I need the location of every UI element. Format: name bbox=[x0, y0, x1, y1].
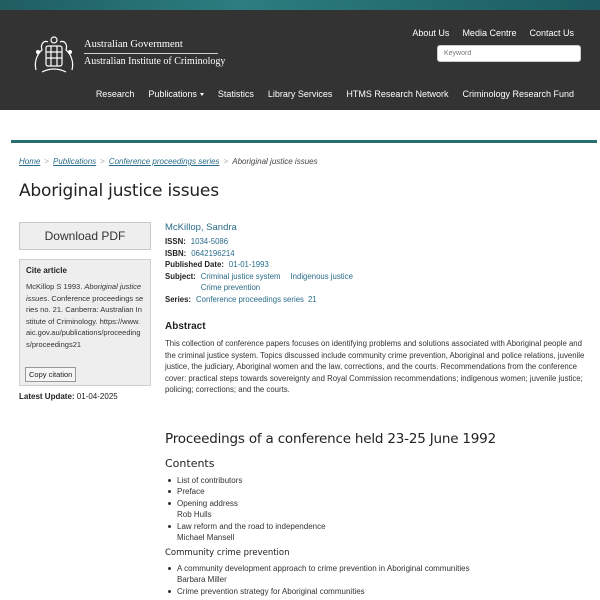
subject-link[interactable]: Criminal justice system bbox=[200, 271, 281, 281]
meta-isbn bbox=[165, 248, 376, 260]
coat-of-arms-icon bbox=[28, 32, 80, 78]
meta-label: Subject: bbox=[165, 271, 196, 281]
list-item bbox=[177, 486, 326, 497]
bullet-icon bbox=[168, 567, 171, 570]
nav-item-criminology-research-fund[interactable]: Criminology Research Fund bbox=[462, 89, 574, 99]
citation-title: Aboriginal justice issues bbox=[26, 282, 142, 303]
abstract-text: This collection of conference papers focuses on identifying problems and solutions associated with Aboriginal people and the criminal justice system. Topics discussed include community crime prevention, Aboriginal and police relations, juvenile justice, the judiciary, Aboriginal women and the law, corrections, and the courts. Recommendations from the conference cover: practical steps towards sovereignty and Royal Commission recommendations; indigenous women; juvenile justice; policing; corrections; and the courts. bbox=[165, 339, 585, 395]
breadcrumb-separator: > bbox=[100, 157, 105, 166]
top-accent-strip bbox=[0, 0, 600, 10]
nav-item-publications-label: Publications bbox=[148, 89, 197, 99]
meta-date bbox=[165, 259, 376, 271]
list-item bbox=[177, 586, 470, 597]
site-header bbox=[0, 10, 600, 110]
community-list bbox=[177, 563, 470, 597]
list-item-title: List of contributors bbox=[177, 476, 243, 485]
published-date-link[interactable]: 01-01-1993 bbox=[228, 260, 269, 269]
media-centre-link[interactable]: Media Centre bbox=[462, 28, 517, 38]
bullet-icon bbox=[168, 502, 171, 505]
publication-meta bbox=[165, 236, 376, 305]
main-nav bbox=[96, 89, 574, 99]
breadcrumb-series[interactable]: Conference proceedings series bbox=[108, 157, 220, 166]
community-heading: Community crime prevention bbox=[165, 548, 290, 558]
latest-update-value: 01-04-2025 bbox=[76, 392, 118, 401]
logo-government-text: Australian Government bbox=[84, 39, 183, 50]
logo-institute-text: Australian Institute of Criminology bbox=[84, 56, 226, 67]
meta-subject bbox=[165, 271, 376, 294]
abstract-heading: Abstract bbox=[165, 321, 206, 332]
cite-title: Cite article bbox=[26, 266, 67, 275]
about-us-link[interactable]: About Us bbox=[412, 28, 450, 38]
nav-item-research[interactable]: Research bbox=[95, 89, 135, 99]
list-item bbox=[177, 521, 326, 544]
list-item-title: Crime prevention strategy for Aboriginal communities bbox=[177, 586, 365, 596]
subject-link[interactable]: Crime prevention bbox=[200, 283, 261, 292]
logo-divider bbox=[84, 53, 218, 54]
meta-label: ISBN: bbox=[165, 248, 187, 258]
breadcrumb bbox=[19, 157, 318, 166]
list-item bbox=[177, 475, 326, 486]
nav-item-publications[interactable] bbox=[148, 89, 204, 99]
list-item-author: Rob Hulls bbox=[177, 510, 212, 520]
nav-item-library-services[interactable]: Library Services bbox=[267, 89, 333, 99]
meta-label: Series: bbox=[165, 294, 192, 304]
contact-us-link[interactable]: Contact Us bbox=[529, 28, 574, 38]
author-link[interactable]: McKillop, Sandra bbox=[165, 222, 237, 233]
subject-link[interactable]: Indigenous justice bbox=[290, 271, 353, 281]
nav-item-statistics[interactable]: Statistics bbox=[217, 89, 254, 99]
search-input[interactable] bbox=[437, 45, 581, 62]
subject-list bbox=[201, 271, 376, 294]
contents-list bbox=[177, 475, 326, 543]
bullet-icon bbox=[168, 590, 171, 593]
caret-down-icon bbox=[200, 93, 204, 96]
isbn-link[interactable]: 0642196214 bbox=[191, 248, 235, 258]
breadcrumb-home[interactable]: Home bbox=[19, 157, 41, 166]
list-item bbox=[177, 498, 326, 521]
proceedings-heading: Proceedings of a conference held 23-25 June 1992 bbox=[165, 431, 496, 447]
list-item-author: Michael Mansell bbox=[177, 533, 235, 543]
bullet-icon bbox=[168, 490, 171, 493]
issn-link[interactable]: 1034-5086 bbox=[190, 237, 229, 246]
bullet-icon bbox=[168, 479, 171, 482]
breadcrumb-separator: > bbox=[223, 157, 229, 166]
breadcrumb-publications[interactable]: Publications bbox=[53, 157, 97, 166]
list-item-title: Law reform and the road to independence bbox=[177, 521, 326, 531]
meta-label: ISSN: bbox=[165, 237, 186, 246]
latest-update bbox=[19, 392, 118, 401]
meta-series bbox=[165, 294, 376, 306]
download-pdf-button[interactable]: Download PDF bbox=[19, 222, 151, 250]
breadcrumb-current: Aboriginal justice issues bbox=[232, 157, 318, 166]
series-number-link[interactable]: 21 bbox=[307, 294, 317, 304]
list-item-title: Preface bbox=[177, 487, 205, 497]
site-logo[interactable] bbox=[28, 32, 226, 80]
breadcrumb-separator: > bbox=[44, 157, 50, 166]
cite-article-panel bbox=[19, 259, 151, 386]
page-title: Aboriginal justice issues bbox=[19, 181, 219, 201]
content-divider bbox=[11, 140, 597, 143]
citation-text bbox=[26, 281, 144, 350]
meta-issn bbox=[165, 236, 376, 248]
series-link[interactable]: Conference proceedings series bbox=[196, 294, 304, 304]
list-item bbox=[177, 563, 470, 586]
list-item-author: Barbara Miller bbox=[177, 575, 227, 585]
contents-heading: Contents bbox=[165, 457, 215, 470]
utility-nav bbox=[412, 28, 574, 38]
copy-citation-button[interactable]: Copy citation bbox=[25, 367, 76, 382]
list-item-title: A community development approach to crime prevention in Aboriginal communities bbox=[177, 564, 470, 573]
meta-label: Published Date: bbox=[165, 260, 224, 269]
list-item-title: Opening address bbox=[177, 498, 238, 508]
bullet-icon bbox=[168, 525, 171, 528]
latest-update-label: Latest Update: bbox=[19, 392, 75, 401]
citation-suffix: . Conference proceedings series no. 21. Canberra: Australian Institute of Criminology. https://www.aic.gov.au/publications/proceedings/proceedings21 bbox=[26, 293, 144, 349]
citation-prefix: McKillop S 1993. bbox=[26, 282, 85, 291]
nav-item-htms-research-network[interactable]: HTMS Research Network bbox=[346, 89, 449, 99]
